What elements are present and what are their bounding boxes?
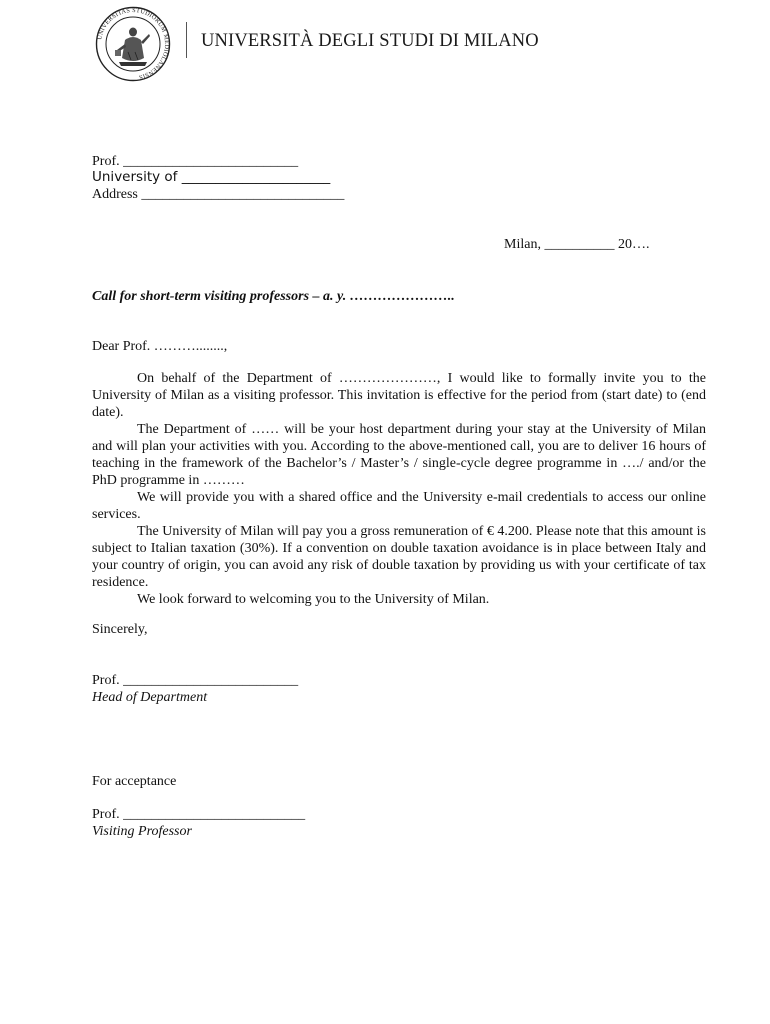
paragraph-host-department: The Department of …… will be your host department during your stay at the University of Milan and will plan your activities with you. According to the above-mentioned call, you are to deliver 16 hours of teaching in the framework of the Bachelor’s / Master’s / single-cycle degree programme in …./ and/or the PhD programme in ……… [92, 422, 706, 488]
paragraph-remuneration: The University of Milan will pay you a gross remuneration of € 4.200. Please note that this amount is subject to Italian taxation (30%). If a convention on double taxation avoidance is in place between Italy and your country of origin, you can avoid any risk of double taxation by providing us with your certificate of tax residence. [92, 524, 706, 590]
head-signature-line: Prof. _________________________ [92, 673, 299, 688]
date-line: Milan, __________ 20…. [504, 237, 650, 252]
paragraph-office: We will provide you with a shared office and the University e-mail credentials to access our online services. [92, 490, 706, 522]
acceptance-label: For acceptance [92, 774, 177, 789]
visiting-signature-line: Prof. __________________________ [92, 807, 306, 822]
recipient-university-line: University of ______________________ [92, 169, 331, 185]
svg-text:UNIVERSITAS STUDIORUM MEDIOLAN: UNIVERSITAS STUDIORUM MEDIOLANENSIS [96, 6, 171, 81]
recipient-prof-line: Prof. _________________________ [92, 154, 299, 169]
university-seal-logo [95, 6, 171, 82]
salutation: Dear Prof. ………........, [92, 339, 228, 354]
header-divider [186, 22, 187, 58]
subject-line: Call for short-term visiting professors – a. y. ………………….. [92, 289, 455, 304]
recipient-address-line: Address _____________________________ [92, 187, 345, 202]
letter-body [92, 370, 706, 608]
university-name: UNIVERSITÀ DEGLI STUDI DI MILANO [201, 31, 539, 51]
visiting-role: Visiting Professor [92, 824, 192, 839]
paragraph-invitation: On behalf of the Department of …………………, I would like to formally invite you to the University of Milan as a visiting professor. This invitation is effective for the period from (start date) to (end date). [92, 371, 706, 420]
head-role: Head of Department [92, 690, 208, 705]
closing: Sincerely, [92, 622, 148, 637]
paragraph-welcome: We look forward to welcoming you to the University of Milan. [137, 592, 490, 607]
